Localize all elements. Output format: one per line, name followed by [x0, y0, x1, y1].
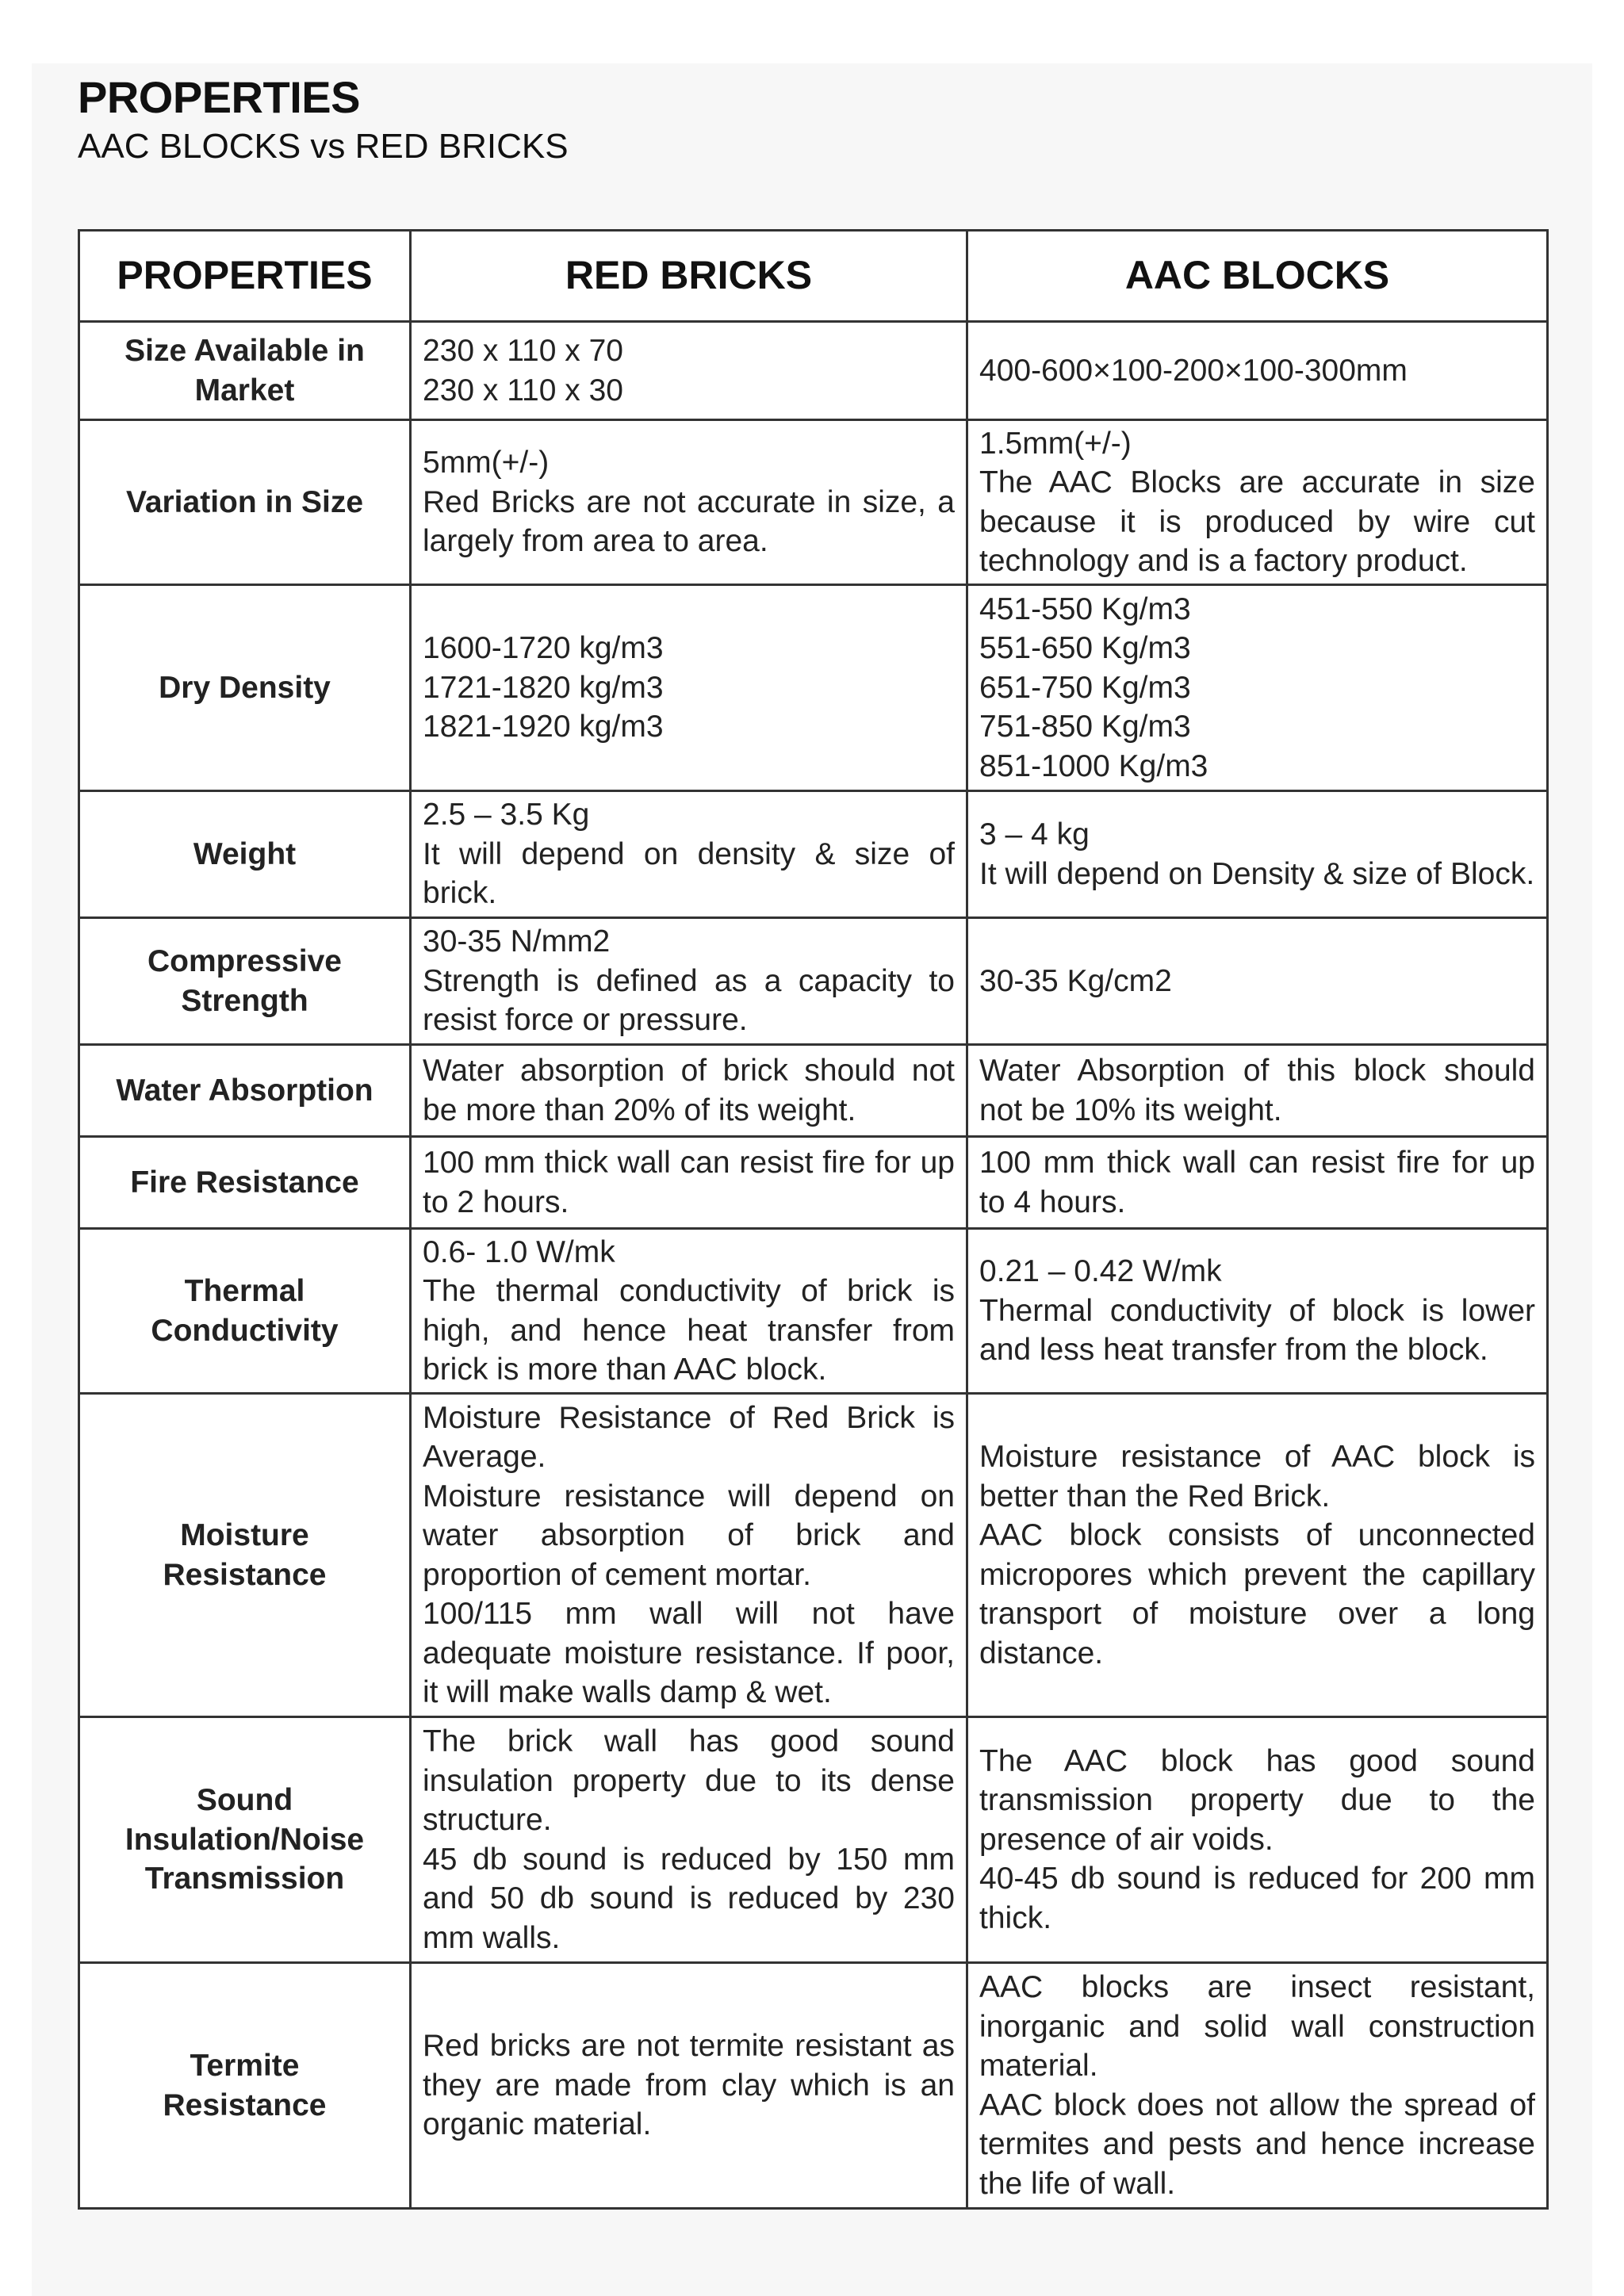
cell-line: 0.21 – 0.42 W/mk	[979, 1254, 1222, 1289]
page-subtitle: AAC BLOCKS vs RED BRICKS	[78, 127, 569, 166]
cell-line: 1.5mm(+/-)	[979, 426, 1132, 461]
cell-line: 1821-1920 kg/m3	[423, 710, 664, 744]
table-row	[79, 420, 1548, 585]
cell-line: 551-650 Kg/m3	[979, 631, 1191, 666]
cell-line: 2.5 – 3.5 Kg	[423, 798, 590, 832]
cell-line: It will depend on Density & size of Block.	[979, 856, 1535, 891]
property-name: Water Absorption	[79, 1045, 411, 1137]
cell-line: 30-35 Kg/cm2	[979, 963, 1172, 998]
cell-line: 45 db sound is reduced by 150 mm and 50 db sound is reduced by 230 mm walls.	[423, 1842, 955, 1955]
cell-line: 0.6- 1.0 W/mk	[423, 1234, 615, 1269]
table-row	[79, 918, 1548, 1045]
red-bricks-cell	[411, 1137, 967, 1229]
red-bricks-cell	[411, 1045, 967, 1137]
cell-line: 1721-1820 kg/m3	[423, 670, 664, 705]
cell-line: 3 – 4 kg	[979, 817, 1090, 851]
cell-line: Thermal conductivity of block is lower and less heat transfer from the block.	[979, 1293, 1535, 1368]
cell-line: Strength is defined as a capacity to resist force or pressure.	[423, 963, 955, 1038]
property-name: Weight	[79, 791, 411, 918]
cell-line: AAC block consists of unconnected micropores which prevent the capillary transport of moisture over a long distance.	[979, 1518, 1535, 1670]
aac-blocks-cell	[967, 1394, 1548, 1717]
red-bricks-cell	[411, 420, 967, 585]
aac-blocks-cell	[967, 420, 1548, 585]
red-bricks-cell	[411, 585, 967, 791]
cell-line: The AAC Blocks are accurate in size because it is produced by wire cut technology and is a factory product.	[979, 465, 1535, 578]
property-name: Thermal Conductivity	[79, 1229, 411, 1394]
cell-line: It will depend on density & size of brick.	[423, 836, 955, 911]
aac-blocks-cell	[967, 585, 1548, 791]
aac-blocks-cell	[967, 1137, 1548, 1229]
table-row	[79, 1394, 1548, 1717]
cell-line: Water absorption of brick should not be more than 20% of its weight.	[423, 1054, 955, 1127]
cell-line: 5mm(+/-)	[423, 446, 550, 480]
table-row	[79, 585, 1548, 791]
cell-line: 30-35 N/mm2	[423, 924, 611, 959]
cell-line: 651-750 Kg/m3	[979, 670, 1191, 705]
aac-blocks-cell	[967, 1717, 1548, 1963]
property-name: Compressive Strength	[79, 918, 411, 1045]
property-name: Fire Resistance	[79, 1137, 411, 1229]
cell-line: Red bricks are not termite resistant as they are made from clay which is an organic material.	[423, 2029, 955, 2142]
cell-line: AAC blocks are insect resistant, inorganic and solid wall construction material.	[979, 1970, 1535, 2083]
red-bricks-cell	[411, 1963, 967, 2209]
red-bricks-cell	[411, 791, 967, 918]
property-name: Dry Density	[79, 585, 411, 791]
cell-line: The brick wall has good sound insulation property due to its dense structure.	[423, 1724, 955, 1837]
red-bricks-cell	[411, 1229, 967, 1394]
cell-line: Red Bricks are not accurate in size, a largely from area to area.	[423, 484, 955, 559]
cell-line: 230 x 110 x 70	[423, 334, 623, 368]
red-bricks-cell	[411, 1717, 967, 1963]
header-red-bricks: RED BRICKS	[411, 231, 967, 322]
header-properties: PROPERTIES	[79, 231, 411, 322]
cell-line: 400-600×100-200×100-300mm	[979, 353, 1408, 388]
property-name: Sound Insulation/Noise Transmission	[79, 1717, 411, 1963]
red-bricks-cell	[411, 1394, 967, 1717]
table-row	[79, 1229, 1548, 1394]
cell-line: AAC block does not allow the spread of termites and pests and hence increase the life of wall.	[979, 2087, 1535, 2201]
cell-line: The AAC block has good sound transmission property due to the presence of air voids.	[979, 1743, 1535, 1857]
cell-line: 40-45 db sound is reduced for 200 mm thick.	[979, 1862, 1535, 1935]
table-row	[79, 322, 1548, 420]
cell-line: 851-1000 Kg/m3	[979, 748, 1208, 783]
cell-line: 751-850 Kg/m3	[979, 710, 1191, 744]
cell-line: Moisture Resistance of Red Brick is Average.	[423, 1400, 955, 1474]
property-name: Variation in Size	[79, 420, 411, 585]
property-name: Moisture Resistance	[79, 1394, 411, 1717]
aac-blocks-cell	[967, 1963, 1548, 2209]
table-row	[79, 1045, 1548, 1137]
property-name: Size Available in Market	[79, 322, 411, 420]
page-title: PROPERTIES	[78, 72, 360, 122]
table-header-row	[79, 231, 1548, 322]
table-row	[79, 1137, 1548, 1229]
cell-line: 451-550 Kg/m3	[979, 591, 1191, 626]
properties-comparison-table	[78, 229, 1549, 2210]
table-row	[79, 791, 1548, 918]
cell-line: 100 mm thick wall can resist fire for up to 4 hours.	[979, 1146, 1535, 1219]
aac-blocks-cell	[967, 1045, 1548, 1137]
aac-blocks-cell	[967, 791, 1548, 918]
aac-blocks-cell	[967, 918, 1548, 1045]
aac-blocks-cell	[967, 322, 1548, 420]
aac-blocks-cell	[967, 1229, 1548, 1394]
cell-line: Moisture resistance of AAC block is better than the Red Brick.	[979, 1440, 1535, 1513]
red-bricks-cell	[411, 322, 967, 420]
cell-line: 1600-1720 kg/m3	[423, 631, 664, 666]
red-bricks-cell	[411, 918, 967, 1045]
cell-line: 230 x 110 x 30	[423, 373, 623, 408]
cell-line: 100 mm thick wall can resist fire for up to 2 hours.	[423, 1146, 955, 1219]
cell-line: 100/115 mm wall will not have adequate moisture resistance. If poor, it will make walls damp & wet.	[423, 1597, 955, 1709]
header-aac-blocks: AAC BLOCKS	[967, 231, 1548, 322]
table-row	[79, 1717, 1548, 1963]
cell-line: Moisture resistance will depend on water absorption of brick and proportion of cement mortar.	[423, 1479, 955, 1592]
table-row	[79, 1963, 1548, 2209]
property-name: Termite Resistance	[79, 1963, 411, 2209]
cell-line: Water Absorption of this block should not be 10% its weight.	[979, 1054, 1535, 1127]
cell-line: The thermal conductivity of brick is high, and hence heat transfer from brick is more than AAC block.	[423, 1274, 955, 1387]
